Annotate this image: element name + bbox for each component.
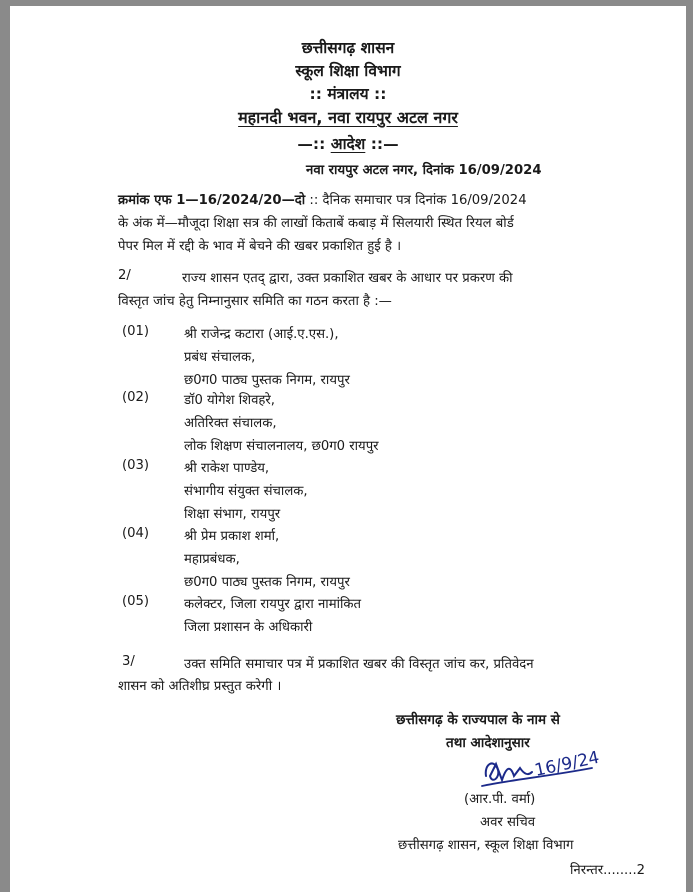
member-designation: महाप्रबंधक, — [184, 552, 240, 567]
order-title — [10, 132, 686, 154]
para2-line1: राज्य शासन एतद् द्वारा, उक्त प्रकाशित खबर के आधार पर प्रकरण की — [182, 271, 513, 286]
member-office: छ0ग0 पाठ्य पुस्तक निगम, रायपुर — [184, 373, 350, 388]
header-ministry: :: मंत्रालय :: — [309, 85, 387, 103]
member-name: श्री राजेन्द्र कटारा (आई.ए.एस.), — [184, 327, 339, 342]
para3-number: 3/ — [122, 654, 135, 669]
order-prefix: —:: — [297, 135, 331, 153]
handwritten-signature — [480, 746, 610, 794]
continued-note: निरन्तर........2 — [570, 863, 646, 878]
header-department: स्कूल शिक्षा विभाग — [295, 62, 401, 80]
para2-line2: विस्तृत जांच हेतु निम्नानुसार समिति का गठन करता है :— — [118, 294, 392, 309]
order-reference: क्रमांक एफ 1—16/2024/20—दो — [118, 193, 306, 208]
para3-line2: शासन को अतिशीघ्र प्रस्तुत करेगी । — [118, 679, 282, 694]
para1-line2: के अंक में—मौजूदा शिक्षा सत्र की लाखों किताबें कबाड़ में सिलयारी स्थित रियल बोर्ड — [118, 216, 514, 231]
member-name: श्री प्रेम प्रकाश शर्मा, — [184, 529, 280, 544]
member-number: (02) — [122, 390, 150, 405]
member-name: डॉ0 योगेश शिवहरे, — [184, 393, 276, 408]
officer-name: (आर.पी. वर्मा) — [464, 792, 536, 807]
officer-department: छत्तीसगढ़ शासन, स्कूल शिक्षा विभाग — [398, 838, 574, 853]
member-designation: संभागीय संयुक्त संचालक, — [184, 484, 308, 499]
para3-line1: उक्त समिति समाचार पत्र में प्रकाशित खबर की विस्तृत जांच कर, प्रतिवेदन — [184, 657, 534, 672]
para1-line3: पेपर मिल में रद्दी के भाव में बेचने की खबर प्रकाशित हुई है । — [118, 239, 402, 254]
member-office: जिला प्रशासन के अधिकारी — [184, 620, 313, 635]
order-suffix: ::— — [365, 135, 399, 153]
member-designation: प्रबंध संचालक, — [184, 350, 256, 365]
order-word: आदेश — [330, 135, 366, 153]
member-name: कलेक्टर, जिला रायपुर द्वारा नामांकित — [184, 597, 362, 612]
member-number: (05) — [122, 594, 150, 609]
authority-line-2: तथा आदेशानुसार — [446, 735, 530, 751]
para2-number: 2/ — [118, 268, 131, 283]
header-address: महानदी भवन, नवा रायपुर अटल नगर — [238, 108, 458, 127]
officer-designation: अवर सचिव — [480, 815, 536, 830]
member-number: (01) — [122, 324, 150, 339]
para1-line1 — [118, 190, 527, 208]
member-number: (04) — [122, 526, 150, 541]
member-number: (03) — [122, 458, 150, 473]
member-office: छ0ग0 पाठ्य पुस्तक निगम, रायपुर — [184, 575, 350, 590]
authority-line: छत्तीसगढ़ के राज्यपाल के नाम से — [396, 712, 560, 728]
member-office: शिक्षा संभाग, रायपुर — [184, 507, 281, 522]
document-page — [10, 6, 686, 892]
header-government: छत्तीसगढ़ शासन — [301, 39, 395, 57]
member-office: लोक शिक्षण संचालनालय, छ0ग0 रायपुर — [184, 439, 379, 454]
member-name: श्री राकेश पाण्डेय, — [184, 461, 270, 476]
member-designation: अतिरिक्त संचालक, — [184, 416, 277, 431]
para1-line1-rest: :: दैनिक समाचार पत्र दिनांक 16/09/2024 — [305, 193, 527, 208]
signature-date: 16/9/24 — [532, 747, 602, 781]
place-date: नवा रायपुर अटल नगर, दिनांक 16/09/2024 — [306, 163, 542, 178]
